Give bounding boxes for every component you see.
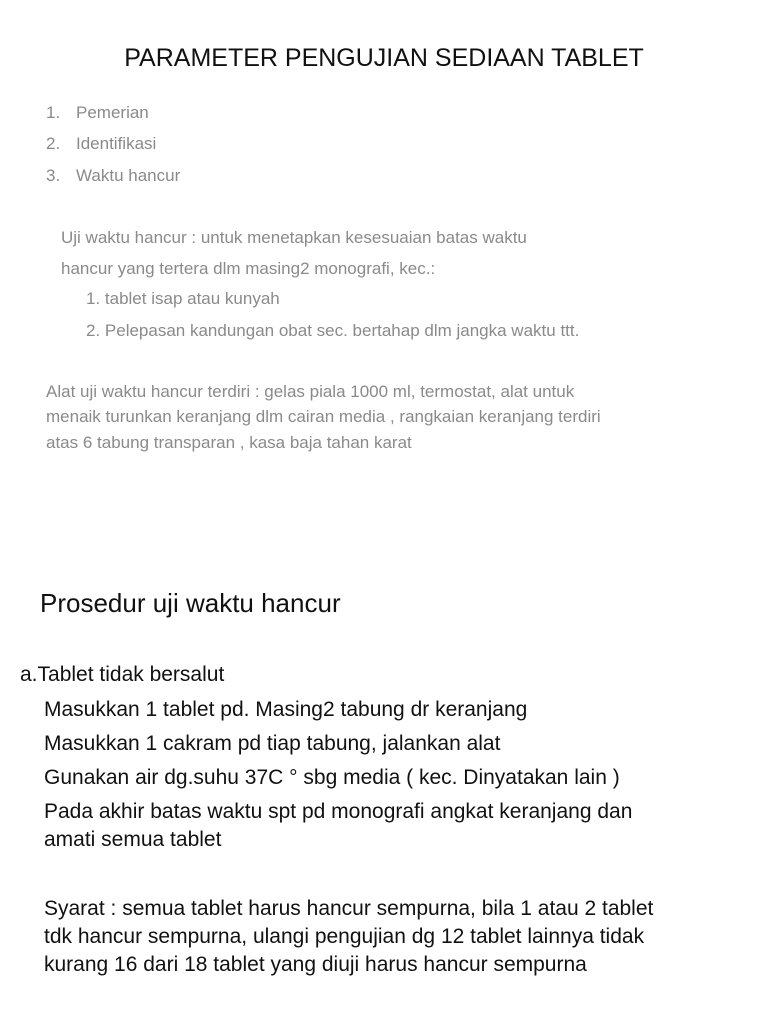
page-title: PARAMETER PENGUJIAN SEDIAAN TABLET bbox=[124, 44, 644, 72]
exception-item: 2. Pelepasan kandungan obat sec. bertahap dlm jangka waktu ttt. bbox=[86, 321, 580, 340]
section-heading: Prosedur uji waktu hancur bbox=[40, 588, 341, 618]
syarat-line: kurang 16 dari 18 tablet yang diuji harus hancur sempurna bbox=[44, 953, 587, 976]
syarat-line: Syarat : semua tablet harus hancur sempurna, bila 1 atau 2 tablet bbox=[44, 897, 654, 920]
list-label: Identifikasi bbox=[76, 134, 157, 153]
list-number: 1. bbox=[46, 103, 61, 122]
procedure-step: amati semua tablet bbox=[44, 828, 222, 851]
list-item bbox=[46, 103, 149, 123]
subheading: a.Tablet tidak bersalut bbox=[20, 663, 225, 686]
list-item bbox=[46, 134, 156, 154]
list-item bbox=[46, 166, 180, 186]
list-number: 3. bbox=[46, 166, 61, 185]
waktu-hancur-intro-line: hancur yang tertera dlm masing2 monografi, kec.: bbox=[61, 259, 436, 278]
procedure-step: Gunakan air dg.suhu 37C ° sbg media ( kec. Dinyatakan lain ) bbox=[44, 766, 620, 789]
alat-paragraph-line: Alat uji waktu hancur terdiri : gelas piala 1000 ml, termostat, alat untuk bbox=[46, 382, 575, 401]
procedure-step: Masukkan 1 cakram pd tiap tabung, jalankan alat bbox=[44, 732, 501, 755]
procedure-step: Pada akhir batas waktu spt pd monografi angkat keranjang dan bbox=[44, 800, 633, 823]
list-label: Waktu hancur bbox=[76, 166, 181, 185]
waktu-hancur-intro-line: Uji waktu hancur : untuk menetapkan kesesuaian batas waktu bbox=[61, 228, 527, 247]
alat-paragraph-line: menaik turunkan keranjang dlm cairan media , rangkaian keranjang terdiri bbox=[46, 407, 601, 426]
alat-paragraph-line: atas 6 tabung transparan , kasa baja tahan karat bbox=[46, 433, 412, 452]
syarat-line: tdk hancur sempurna, ulangi pengujian dg 12 tablet lainnya tidak bbox=[44, 925, 645, 948]
list-number: 2. bbox=[46, 134, 61, 153]
procedure-step: Masukkan 1 tablet pd. Masing2 tabung dr keranjang bbox=[44, 698, 528, 721]
list-label: Pemerian bbox=[76, 103, 149, 122]
exception-item: 1. tablet isap atau kunyah bbox=[86, 289, 280, 308]
